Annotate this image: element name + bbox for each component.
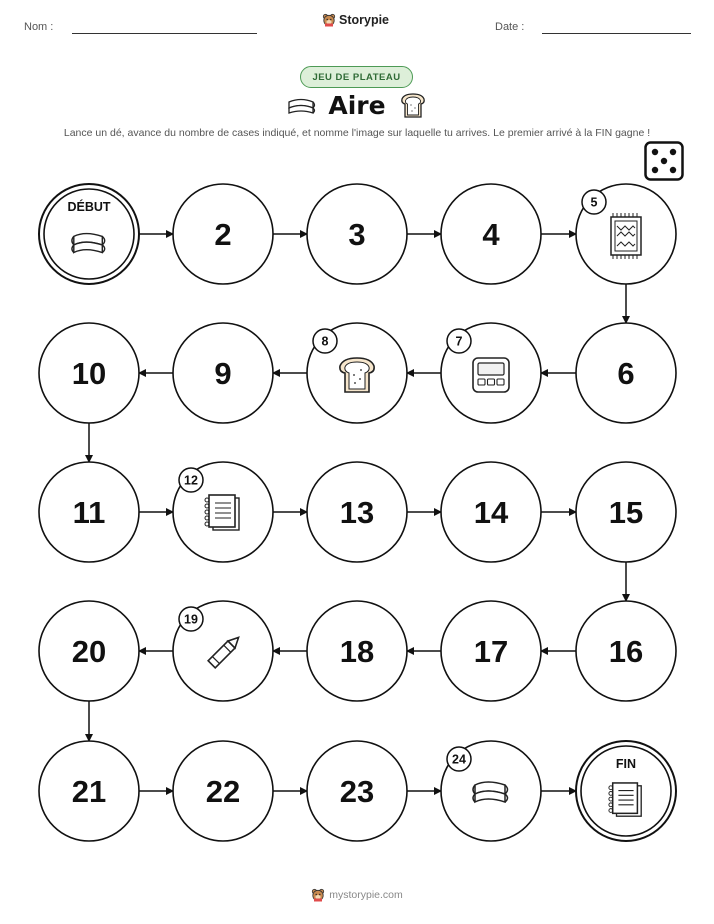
towel-icon — [473, 782, 508, 802]
space-number: 22 — [205, 774, 241, 809]
space-number: 19 — [184, 612, 198, 627]
space-number: 15 — [608, 495, 644, 530]
board-space-3[interactable] — [307, 184, 407, 284]
space-number: 3 — [348, 217, 366, 252]
space-number: 14 — [473, 495, 509, 530]
notebook-icon — [205, 495, 239, 530]
space-number: 12 — [184, 473, 198, 488]
towel-icon — [72, 234, 105, 253]
board-space-6[interactable] — [576, 323, 676, 423]
space-number: 18 — [339, 634, 375, 669]
board-space-12[interactable] — [173, 462, 273, 562]
board-space-22[interactable] — [173, 741, 273, 841]
name-label: Nom : — [24, 21, 54, 33]
board-space-16[interactable] — [576, 601, 676, 701]
board-space-19[interactable] — [173, 601, 273, 701]
space-number: 20 — [71, 634, 107, 669]
brand-name: Storypie — [339, 13, 390, 27]
board-space-24[interactable] — [441, 741, 541, 841]
date-label: Date : — [495, 21, 525, 33]
space-number: 24 — [452, 752, 466, 767]
board-space-13[interactable] — [307, 462, 407, 562]
board-space-7[interactable] — [441, 323, 541, 423]
space-number: 13 — [339, 495, 375, 530]
board-space-8[interactable] — [307, 323, 407, 423]
game-type-badge: JEU DE PLATEAU — [300, 66, 413, 88]
board-space-11[interactable] — [39, 462, 139, 562]
space-number: 10 — [71, 356, 107, 391]
space-number: 6 — [617, 356, 635, 391]
space-number: 2 — [214, 217, 232, 252]
board-space-1[interactable] — [39, 184, 139, 284]
board-space-17[interactable] — [441, 601, 541, 701]
board-space-5[interactable] — [576, 184, 676, 284]
space-number: 17 — [473, 634, 509, 669]
board-space-4[interactable] — [441, 184, 541, 284]
board-space-9[interactable] — [173, 323, 273, 423]
footer — [0, 888, 714, 902]
space-number: 11 — [72, 495, 106, 530]
board-space-20[interactable] — [39, 601, 139, 701]
notebook-icon — [609, 783, 641, 816]
space-number: 7 — [455, 334, 463, 349]
space-number: 9 — [214, 356, 232, 391]
space-number: 5 — [590, 195, 598, 210]
toast-icon — [340, 358, 374, 392]
finish-label: FIN — [615, 757, 637, 771]
space-number: 21 — [71, 774, 107, 809]
space-number: 4 — [482, 217, 500, 252]
board-space-2[interactable] — [173, 184, 273, 284]
page-title: Aire — [328, 91, 386, 120]
rug-icon — [611, 213, 641, 259]
start-label: DÉBUT — [67, 200, 111, 214]
board-space-23[interactable] — [307, 741, 407, 841]
board-space-15[interactable] — [576, 462, 676, 562]
bear-mascot-icon — [311, 888, 325, 902]
board-space-14[interactable] — [441, 462, 541, 562]
board-space-21[interactable] — [39, 741, 139, 841]
space-number: 23 — [339, 774, 375, 809]
board-space-18[interactable] — [307, 601, 407, 701]
board-space-10[interactable] — [39, 323, 139, 423]
instructions: Lance un dé, avance du nombre de cases indiqué, et nomme l'image sur laquelle tu arrives. Le premier arrivé à la FIN gagne ! — [63, 127, 651, 139]
calculator-icon — [473, 358, 509, 392]
space-number: 16 — [608, 634, 644, 669]
board-space-25[interactable] — [576, 741, 676, 841]
space-number: 8 — [321, 334, 329, 349]
footer-url: mystorypie.com — [329, 889, 403, 901]
